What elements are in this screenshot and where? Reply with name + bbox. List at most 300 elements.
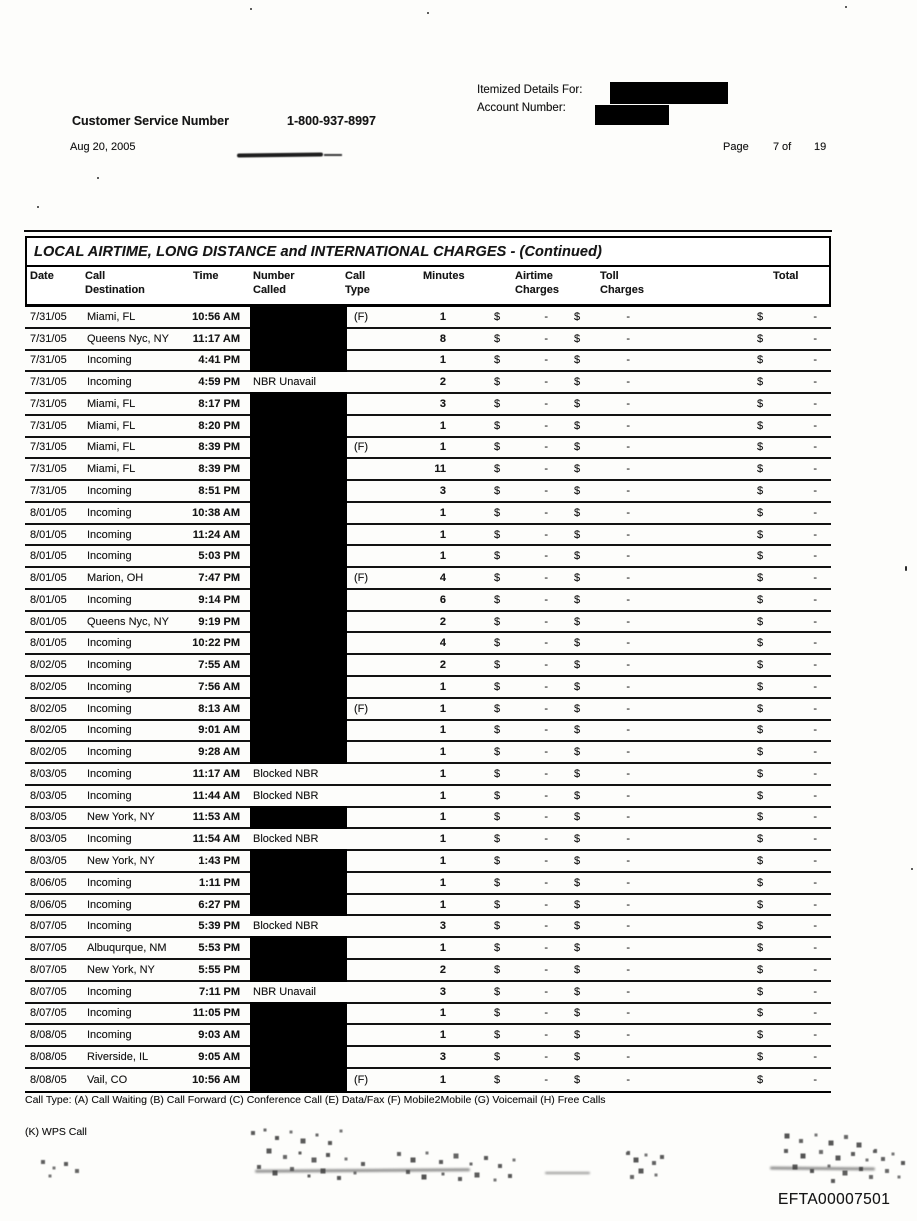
airtime-charges-cell (446, 529, 556, 541)
currency-symbol: $ (574, 310, 581, 323)
minutes-cell: 1 (439, 1073, 446, 1086)
airtime-charges-cell (446, 441, 556, 453)
currency-symbol: $ (494, 593, 501, 606)
table-row (25, 1004, 831, 1026)
time-cell: 9:14 PM (198, 593, 240, 606)
redaction-box-account-number (595, 105, 669, 125)
minutes-cell: 11 (434, 463, 446, 476)
currency-symbol: $ (574, 506, 581, 519)
number-called-cell (240, 916, 350, 936)
date-cell: 8/06/05 (30, 876, 67, 889)
charge-value: - (626, 746, 630, 759)
currency-symbol: $ (494, 1050, 501, 1063)
charge-value: - (626, 920, 630, 933)
destination-cell: Incoming (87, 637, 132, 650)
total-cell (636, 529, 831, 541)
airtime-charges-cell (446, 768, 556, 780)
airtime-charges-cell (446, 311, 556, 323)
currency-symbol: $ (757, 767, 764, 780)
table-body (25, 307, 831, 1093)
number-called-text: Blocked NBR (253, 833, 319, 846)
redaction-box (250, 414, 347, 438)
charge-value: - (626, 1029, 630, 1042)
time-cell: 1:43 PM (198, 855, 240, 868)
currency-symbol: $ (494, 528, 501, 541)
number-called-cell (240, 503, 350, 523)
total-cell (636, 811, 831, 823)
toll-charges-cell (556, 376, 636, 388)
destination-cell: Incoming (87, 898, 132, 911)
minutes-cell: 4 (439, 572, 446, 585)
time-cell: 11:53 AM (192, 811, 240, 824)
currency-symbol: $ (574, 767, 581, 780)
currency-symbol: $ (757, 593, 764, 606)
table-row (25, 329, 831, 351)
table-row (25, 699, 831, 721)
total-cell (636, 463, 831, 475)
redaction-box (250, 849, 347, 873)
total-cell (636, 354, 831, 366)
toll-charges-cell (556, 550, 636, 562)
destination-cell: Miami, FL (87, 310, 136, 323)
page-total: 19 (814, 141, 827, 153)
minutes-cell: 1 (439, 855, 446, 868)
airtime-charges-cell (446, 746, 556, 758)
currency-symbol: $ (494, 332, 501, 345)
minutes-cell: 1 (439, 876, 446, 889)
table-row (25, 372, 831, 394)
charge-value: - (813, 637, 817, 650)
currency-symbol: $ (574, 1050, 581, 1063)
charge-value: - (544, 724, 548, 737)
toll-charges-cell (556, 1029, 636, 1041)
scan-noise (782, 1132, 784, 1134)
time-cell: 11:05 PM (192, 1007, 240, 1020)
destination-cell: Miami, FL (87, 463, 136, 476)
time-cell: 9:03 AM (198, 1029, 240, 1042)
scan-dot (845, 6, 847, 8)
destination-cell: Miami, FL (87, 397, 136, 410)
currency-symbol: $ (494, 963, 501, 976)
currency-symbol: $ (574, 593, 581, 606)
charge-value: - (626, 528, 630, 541)
minutes-cell: 3 (439, 397, 446, 410)
date-cell: 8/02/05 (30, 659, 67, 672)
charge-value: - (544, 463, 548, 476)
currency-symbol: $ (574, 985, 581, 998)
currency-symbol: $ (574, 572, 581, 585)
time-cell: 5:03 PM (198, 550, 240, 563)
charge-value: - (813, 724, 817, 737)
time-cell: 4:59 PM (198, 376, 240, 389)
number-called-cell (240, 546, 350, 566)
charge-value: - (813, 855, 817, 868)
currency-symbol: $ (574, 659, 581, 672)
charge-value: - (626, 615, 630, 628)
redaction-box (250, 936, 347, 960)
number-called-cell (240, 982, 350, 1002)
time-cell: 10:56 AM (192, 1073, 240, 1086)
total-cell (636, 1029, 831, 1041)
destination-cell: Incoming (87, 354, 132, 367)
redaction-box (250, 349, 347, 373)
call-type-cell: (F) (354, 572, 369, 585)
number-called-cell (240, 525, 350, 545)
account-number-label: Account Number: (477, 102, 566, 114)
time-cell: 9:05 AM (198, 1050, 240, 1063)
minutes-cell: 3 (439, 1050, 446, 1063)
charge-value: - (813, 528, 817, 541)
airtime-charges-cell (446, 420, 556, 432)
table-row (25, 982, 831, 1004)
currency-symbol: $ (574, 615, 581, 628)
currency-symbol: $ (494, 550, 501, 563)
toll-charges-cell (556, 463, 636, 475)
column-header-total: Total (773, 270, 799, 282)
destination-cell: Incoming (87, 593, 132, 606)
minutes-cell: 1 (439, 419, 446, 432)
minutes-cell: 1 (439, 550, 446, 563)
charge-value: - (626, 1073, 630, 1086)
date-cell: 8/02/05 (30, 724, 67, 737)
table-row (25, 1047, 831, 1069)
currency-symbol: $ (574, 485, 581, 497)
redaction-box (250, 719, 347, 743)
scan-dot (37, 206, 39, 208)
toll-charges-cell (556, 659, 636, 671)
charge-value: - (544, 506, 548, 519)
currency-symbol: $ (494, 876, 501, 889)
redaction-box (250, 1067, 347, 1093)
destination-cell: Miami, FL (87, 419, 136, 432)
destination-cell: New York, NY (87, 811, 155, 824)
date-cell: 8/01/05 (30, 550, 67, 563)
call-type-legend: Call Type: (A) Call Waiting (B) Call Forward (C) Conference Call (E) Data/Fax (F) Mobile2Mobile (G) Voicemail (H) Free Calls (25, 1094, 606, 1106)
airtime-charges-cell (446, 550, 556, 562)
page-current: 7 (773, 141, 780, 153)
total-cell (636, 311, 831, 323)
minutes-cell: 1 (439, 724, 446, 737)
date-cell: 8/07/05 (30, 963, 67, 976)
total-cell (636, 398, 831, 410)
table-row (25, 851, 831, 873)
charge-value: - (813, 419, 817, 432)
date-cell: 8/03/05 (30, 789, 67, 802)
destination-cell: New York, NY (87, 855, 155, 868)
currency-symbol: $ (574, 789, 581, 802)
currency-symbol: $ (494, 441, 501, 454)
airtime-charges-cell (446, 1029, 556, 1041)
date-cell: 7/31/05 (30, 310, 67, 323)
number-called-cell (240, 372, 350, 392)
airtime-charges-cell (446, 1007, 556, 1019)
redaction-box (250, 523, 347, 547)
table-row (25, 829, 831, 851)
toll-charges-cell (556, 942, 636, 954)
time-cell: 8:20 PM (198, 419, 240, 432)
toll-charges-cell (556, 1007, 636, 1019)
charge-value: - (544, 702, 548, 715)
table-row (25, 503, 831, 525)
airtime-charges-cell (446, 507, 556, 519)
currency-symbol: $ (574, 898, 581, 911)
table-title: LOCAL AIRTIME, LONG DISTANCE and INTERNATIONAL CHARGES - (Continued) (27, 238, 829, 267)
date-cell: 8/02/05 (30, 702, 67, 715)
currency-symbol: $ (574, 397, 581, 410)
redaction-box-customer-name (610, 82, 728, 104)
table-row (25, 1025, 831, 1047)
time-cell: 11:17 AM (192, 767, 240, 780)
table-row (25, 655, 831, 677)
charge-value: - (544, 1050, 548, 1063)
charge-value: - (813, 898, 817, 911)
total-cell (636, 333, 831, 345)
currency-symbol: $ (757, 463, 764, 476)
airtime-charges-cell (446, 659, 556, 671)
charge-value: - (544, 1007, 548, 1020)
column-header-call-type: Call Type (345, 270, 370, 296)
number-called-cell (240, 481, 350, 501)
total-cell (636, 681, 831, 693)
currency-symbol: $ (494, 376, 501, 389)
charge-value: - (813, 833, 817, 846)
total-cell (636, 441, 831, 453)
number-called-text: NBR Unavail (253, 985, 316, 998)
number-called-cell (240, 938, 350, 958)
airtime-charges-cell (446, 724, 556, 736)
date-cell: 7/31/05 (30, 419, 67, 432)
airtime-charges-cell (446, 790, 556, 802)
itemized-details-label: Itemized Details For: (477, 84, 583, 96)
airtime-charges-cell (446, 485, 556, 497)
total-cell (636, 724, 831, 736)
charge-value: - (626, 354, 630, 367)
charge-value: - (544, 310, 548, 323)
toll-charges-cell (556, 333, 636, 345)
charge-value: - (813, 789, 817, 802)
number-called-cell (240, 655, 350, 675)
charge-value: - (813, 615, 817, 628)
page-label: Page (723, 141, 749, 153)
total-cell (636, 659, 831, 671)
currency-symbol: $ (574, 746, 581, 759)
currency-symbol: $ (757, 1073, 764, 1086)
date-cell: 7/31/05 (30, 463, 67, 476)
destination-cell: Incoming (87, 789, 132, 802)
table-row (25, 546, 831, 568)
charge-value: - (544, 855, 548, 868)
toll-charges-cell (556, 637, 636, 649)
table-row (25, 1069, 831, 1091)
destination-cell: Incoming (87, 550, 132, 563)
total-cell (636, 942, 831, 954)
charge-value: - (813, 397, 817, 410)
charge-value: - (813, 746, 817, 759)
airtime-charges-cell (446, 616, 556, 628)
currency-symbol: $ (574, 463, 581, 476)
call-type-cell: (F) (354, 310, 369, 323)
currency-symbol: $ (494, 724, 501, 737)
currency-symbol: $ (757, 528, 764, 541)
charge-value: - (626, 833, 630, 846)
table-row (25, 459, 831, 481)
redaction-box (250, 1045, 347, 1069)
date-cell: 8/02/05 (30, 746, 67, 759)
charge-value: - (626, 659, 630, 672)
currency-symbol: $ (574, 637, 581, 650)
currency-symbol: $ (494, 637, 501, 650)
redaction-box (250, 305, 347, 329)
date-cell: 8/03/05 (30, 767, 67, 780)
number-called-cell (240, 590, 350, 610)
table-row (25, 633, 831, 655)
charge-value: - (813, 354, 817, 367)
minutes-cell: 1 (439, 833, 446, 846)
date-cell: 8/07/05 (30, 985, 67, 998)
currency-symbol: $ (574, 855, 581, 868)
total-cell (636, 1051, 831, 1063)
scan-dot (427, 12, 429, 14)
toll-charges-cell (556, 507, 636, 519)
toll-charges-cell (556, 398, 636, 410)
column-header-call-destination: Call Destination (85, 270, 145, 296)
table-row (25, 612, 831, 634)
number-called-cell (240, 307, 350, 327)
statement-date: Aug 20, 2005 (70, 141, 136, 153)
toll-charges-cell (556, 986, 636, 998)
currency-symbol: $ (757, 898, 764, 911)
customer-service-label: Customer Service Number (72, 114, 230, 128)
currency-symbol: $ (757, 855, 764, 868)
number-called-cell (240, 873, 350, 893)
total-cell (636, 637, 831, 649)
minutes-cell: 1 (439, 441, 446, 454)
charge-value: - (626, 985, 630, 998)
currency-symbol: $ (757, 550, 764, 563)
redaction-box (250, 740, 347, 764)
number-called-cell (240, 786, 350, 806)
charge-value: - (626, 376, 630, 389)
time-cell: 8:13 AM (198, 702, 240, 715)
destination-cell: Incoming (87, 1007, 132, 1020)
scan-streak (255, 1168, 470, 1173)
charge-value: - (544, 985, 548, 998)
minutes-cell: 1 (439, 702, 446, 715)
redaction-box (250, 1023, 347, 1047)
destination-cell: Incoming (87, 767, 132, 780)
currency-symbol: $ (494, 746, 501, 759)
table-top-rule (24, 230, 832, 232)
scan-streak (770, 1167, 875, 1171)
currency-symbol: $ (494, 702, 501, 715)
scan-streak (545, 1172, 590, 1174)
charge-value: - (544, 615, 548, 628)
time-cell: 7:56 AM (198, 680, 240, 693)
scan-dot (250, 8, 252, 10)
charge-value: - (626, 332, 630, 345)
charge-value: - (626, 811, 630, 824)
table-row (25, 916, 831, 938)
currency-symbol: $ (757, 985, 764, 998)
date-cell: 8/03/05 (30, 855, 67, 868)
redaction-box (250, 457, 347, 481)
charge-value: - (544, 485, 548, 497)
destination-cell: Albuqurque, NM (87, 942, 167, 955)
currency-symbol: $ (494, 767, 501, 780)
destination-cell: Incoming (87, 746, 132, 759)
currency-symbol: $ (574, 680, 581, 693)
time-cell: 8:51 PM (198, 485, 240, 497)
page-of-label: of (782, 141, 792, 153)
time-cell: 9:28 AM (198, 746, 240, 759)
currency-symbol: $ (574, 920, 581, 933)
airtime-charges-cell (446, 398, 556, 410)
currency-symbol: $ (574, 702, 581, 715)
column-header-date: Date (30, 270, 54, 282)
total-cell (636, 899, 831, 911)
date-cell: 7/31/05 (30, 354, 67, 367)
currency-symbol: $ (757, 572, 764, 585)
number-called-cell (240, 677, 350, 697)
currency-symbol: $ (494, 419, 501, 432)
redaction-box (250, 631, 347, 655)
airtime-charges-cell (446, 942, 556, 954)
destination-cell: Incoming (87, 506, 132, 519)
charge-value: - (544, 942, 548, 955)
currency-symbol: $ (574, 811, 581, 824)
date-cell: 8/02/05 (30, 680, 67, 693)
currency-symbol: $ (494, 680, 501, 693)
column-header-time: Time (193, 270, 219, 282)
destination-cell: Queens Nyc, NY (87, 615, 169, 628)
table-column-headers (27, 267, 829, 304)
redaction-box (250, 653, 347, 677)
toll-charges-cell (556, 420, 636, 432)
number-called-text: Blocked NBR (253, 789, 319, 802)
currency-symbol: $ (494, 485, 501, 497)
column-header-minutes: Minutes (423, 270, 465, 282)
minutes-cell: 2 (439, 376, 446, 389)
currency-symbol: $ (574, 942, 581, 955)
currency-symbol: $ (574, 876, 581, 889)
number-called-cell (240, 351, 350, 371)
ink-smudge (324, 154, 342, 156)
minutes-cell: 1 (439, 1029, 446, 1042)
minutes-cell: 3 (439, 485, 446, 497)
scan-dot (911, 868, 913, 870)
number-called-cell (240, 438, 350, 458)
destination-cell: Marion, OH (87, 572, 144, 585)
time-cell: 7:11 PM (199, 985, 240, 998)
redaction-box (250, 392, 347, 416)
toll-charges-cell (556, 833, 636, 845)
minutes-cell: 3 (439, 920, 446, 933)
airtime-charges-cell (446, 333, 556, 345)
charge-value: - (813, 1029, 817, 1042)
charge-value: - (813, 985, 817, 998)
charge-value: - (626, 397, 630, 410)
toll-charges-cell (556, 681, 636, 693)
currency-symbol: $ (494, 397, 501, 410)
toll-charges-cell (556, 790, 636, 802)
table-row (25, 438, 831, 460)
toll-charges-cell (556, 529, 636, 541)
currency-symbol: $ (494, 920, 501, 933)
table-row (25, 677, 831, 699)
currency-symbol: $ (757, 746, 764, 759)
currency-symbol: $ (757, 376, 764, 389)
destination-cell: Riverside, IL (87, 1050, 149, 1063)
